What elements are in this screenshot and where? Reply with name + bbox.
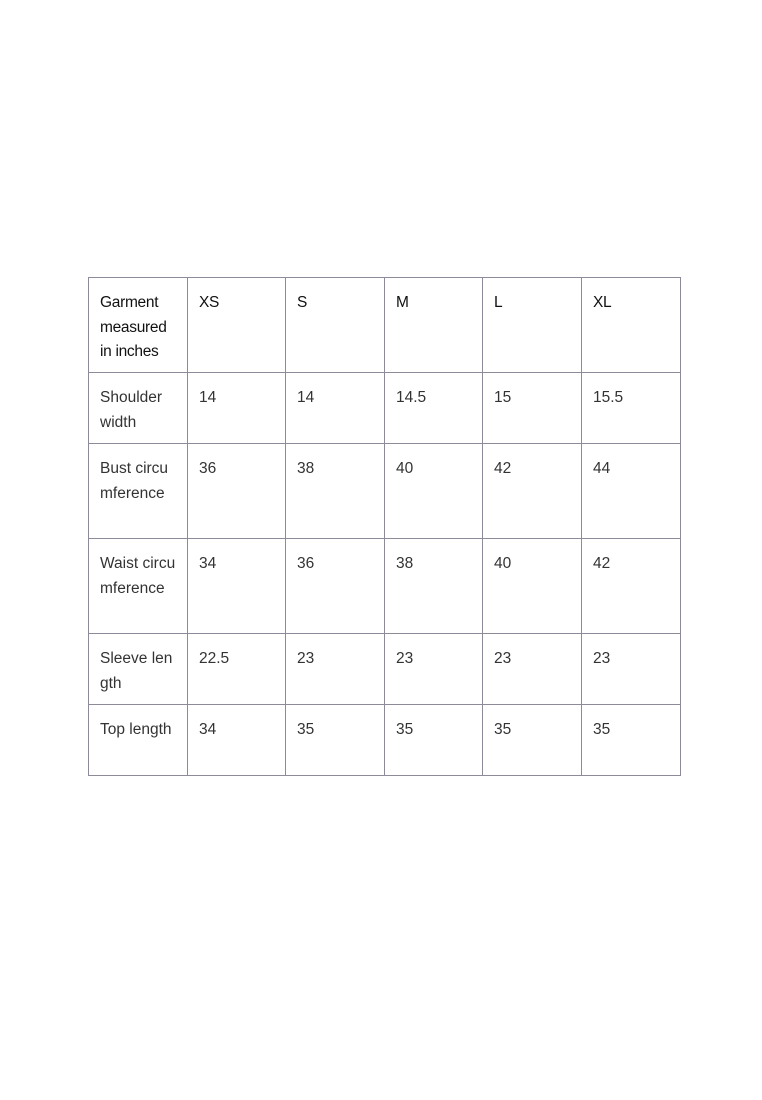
row-label-cell (89, 373, 188, 444)
value-cell (286, 444, 385, 539)
value-cell (188, 539, 286, 634)
value-text: 35 (297, 721, 315, 738)
value-text: 36 (297, 555, 315, 572)
header-size-cell (582, 278, 681, 373)
value-text: 40 (396, 460, 414, 477)
value-cell (582, 705, 681, 776)
value-text: 40 (494, 555, 512, 572)
header-size-cell (188, 278, 286, 373)
value-text: 35 (494, 721, 512, 738)
row-label-shoulder-width: Shoulder width (100, 389, 163, 431)
table-row (89, 444, 681, 539)
value-cell (286, 634, 385, 705)
value-text: 23 (396, 650, 414, 667)
value-cell (385, 373, 483, 444)
value-text: 15.5 (593, 389, 624, 406)
value-cell (385, 444, 483, 539)
value-cell (188, 373, 286, 444)
header-size-xs: XS (199, 294, 220, 311)
header-row (89, 278, 681, 373)
header-size-cell (483, 278, 582, 373)
value-text: 42 (494, 460, 512, 477)
size-chart-table (88, 277, 681, 776)
header-label-cell (89, 278, 188, 373)
value-text: 38 (396, 555, 414, 572)
row-label-top-length: Top length (100, 721, 172, 738)
value-cell (582, 444, 681, 539)
value-cell (385, 539, 483, 634)
value-text: 34 (199, 555, 217, 572)
header-size-xl: XL (593, 294, 612, 311)
value-text: 38 (297, 460, 315, 477)
table-row (89, 539, 681, 634)
value-text: 36 (199, 460, 217, 477)
value-cell (582, 373, 681, 444)
value-text: 44 (593, 460, 611, 477)
value-text: 23 (593, 650, 611, 667)
value-cell (483, 634, 582, 705)
row-label-cell (89, 634, 188, 705)
table-row (89, 705, 681, 776)
value-cell (286, 539, 385, 634)
value-text: 14 (199, 389, 217, 406)
value-cell (483, 705, 582, 776)
value-cell (582, 634, 681, 705)
table-row (89, 634, 681, 705)
size-chart (88, 277, 681, 776)
value-cell (188, 634, 286, 705)
value-cell (385, 634, 483, 705)
value-text: 34 (199, 721, 217, 738)
value-text: 23 (494, 650, 512, 667)
header-size-l: L (494, 294, 503, 311)
value-cell (582, 539, 681, 634)
row-label-waist-circumference: Waist circumference (100, 555, 176, 597)
row-label-cell (89, 705, 188, 776)
header-size-cell (385, 278, 483, 373)
value-text: 15 (494, 389, 512, 406)
row-label-cell (89, 539, 188, 634)
value-text: 14.5 (396, 389, 427, 406)
value-cell (483, 444, 582, 539)
row-label-sleeve-length: Sleeve length (100, 650, 173, 692)
value-cell (188, 444, 286, 539)
value-cell (188, 705, 286, 776)
value-cell (286, 373, 385, 444)
header-size-cell (286, 278, 385, 373)
value-text: 42 (593, 555, 611, 572)
value-text: 35 (593, 721, 611, 738)
header-size-m: M (396, 294, 409, 311)
table-row (89, 373, 681, 444)
value-cell (483, 539, 582, 634)
value-text: 14 (297, 389, 315, 406)
value-cell (385, 705, 483, 776)
value-text: 22.5 (199, 650, 230, 667)
value-cell (483, 373, 582, 444)
value-text: 23 (297, 650, 315, 667)
row-label-cell (89, 444, 188, 539)
header-size-s: S (297, 294, 308, 311)
value-cell (286, 705, 385, 776)
row-label-bust-circumference: Bust circumference (100, 460, 169, 502)
header-label: Garment measured in inches (100, 294, 167, 360)
value-text: 35 (396, 721, 414, 738)
